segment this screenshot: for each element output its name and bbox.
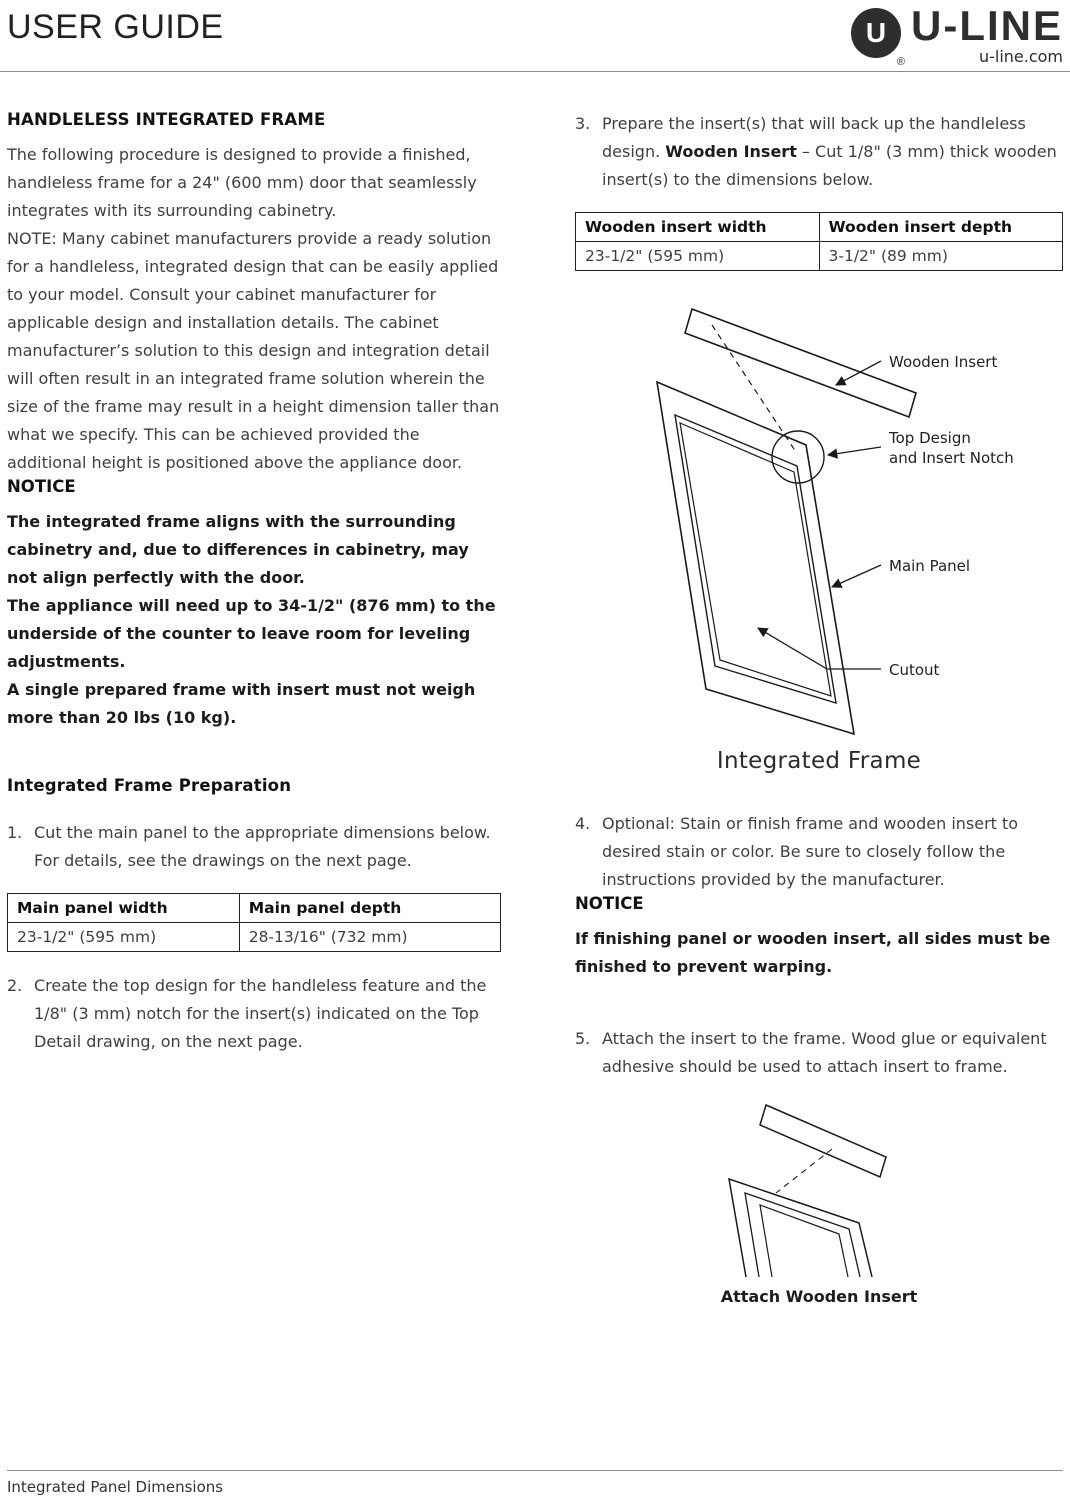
section-heading: HANDLELESS INTEGRATED FRAME (7, 110, 326, 129)
notice-paragraph-1: The integrated frame aligns with the surrounding cabinetry and, due to differences in cabinetry, may not align perfectly with the door. (7, 512, 469, 587)
step-5-number: 5. (575, 1029, 591, 1048)
attach-wooden-insert-diagram (714, 1097, 924, 1277)
notice-heading-left: NOTICE (7, 477, 76, 496)
cutout-label: Cutout (889, 661, 940, 679)
main-panel-table (7, 893, 501, 952)
integrated-frame-caption: Integrated Frame (716, 748, 922, 774)
uline-logo (851, 2, 1063, 68)
main-panel-depth-header: Main panel depth (239, 894, 500, 923)
step-3-number: 3. (575, 114, 591, 133)
step-3-text-part1: Prepare the insert(s) that will back up the handleless design. (602, 114, 1026, 161)
right-column (575, 110, 1063, 1306)
step-2-text: Create the top design for the handleless feature and the 1/8" (3 mm) notch for the insert(s) indicated on the Top Detail drawing, on the next page. (34, 976, 487, 1051)
step-1-text: Cut the main panel to the appropriate dimensions below. For details, see the drawings on the next page. (34, 823, 491, 870)
wooden-insert-shape-small (760, 1105, 886, 1177)
notice-paragraph-2: The appliance will need up to 34-1/2" (876 mm) to the underside of the counter to leave room for leveling adjustments. (7, 596, 496, 671)
wooden-insert-depth-header: Wooden insert depth (819, 213, 1063, 242)
footer-text: Integrated Panel Dimensions (7, 1478, 224, 1496)
uline-website-url: u-line.com (978, 47, 1063, 66)
main-panel-label: Main Panel (889, 557, 971, 575)
wooden-insert-shape (685, 309, 916, 417)
logo-letter: U (865, 17, 887, 48)
table-row (576, 242, 1063, 271)
attach-wooden-insert-caption: Attach Wooden Insert (720, 1287, 918, 1306)
logo-text-block (911, 2, 1063, 66)
step-5 (575, 1025, 1063, 1081)
wooden-insert-arrow (836, 361, 881, 385)
page-title: USER GUIDE (7, 8, 224, 46)
left-column (7, 110, 501, 1306)
wooden-insert-width-value: 23-1/2" (595 mm) (576, 242, 820, 271)
top-design-label-line1: Top Design (889, 429, 971, 447)
step-2 (7, 972, 501, 1056)
notice-paragraph-right: If finishing panel or wooden insert, all sides must be finished to prevent warping. (575, 929, 1051, 976)
cutout-arrow (758, 628, 881, 669)
step-5-text: Attach the insert to the frame. Wood glue or equivalent adhesive should be used to attach insert to frame. (602, 1029, 1047, 1076)
page-header (0, 0, 1070, 72)
notice-paragraph-3: A single prepared frame with insert must not weigh more than 20 lbs (10 kg). (7, 680, 476, 727)
insert-alignment-dashed-line-small (776, 1149, 832, 1193)
table-header-row (8, 894, 501, 923)
step-3 (575, 110, 1063, 194)
step-3-bold-term: Wooden Insert (665, 142, 797, 161)
step-2-number: 2. (7, 976, 23, 995)
prep-heading: Integrated Frame Preparation (7, 776, 292, 795)
notice-heading-right: NOTICE (575, 894, 644, 913)
page-footer (7, 1470, 1063, 1496)
note-paragraph: NOTE: Many cabinet manufacturers provide a ready solution for a handleless, integrated design that can be easily applied to your model. Consult your cabinet manufacturer for applicable design and installation details. The cabinet manufacturer’s solution to this design and integration detail will often result in an integrated frame solution wherein the size of the frame may result in a height dimension taller than what we specify. This can be achieved provided the additional height is positioned above the appliance door. (7, 229, 500, 472)
step-4-number: 4. (575, 814, 591, 833)
top-design-arrow (828, 447, 881, 455)
main-panel-width-header: Main panel width (8, 894, 240, 923)
uline-wordmark: U-LINE (911, 2, 1063, 49)
intro-paragraph: The following procedure is designed to provide a finished, handleless frame for a 24" (600 mm) door that seamlessly integrates with its surrounding cabinetry. (7, 145, 477, 220)
main-panel-arrow (832, 565, 881, 587)
step-3-text (602, 110, 1063, 194)
table-row (8, 923, 501, 952)
integrated-frame-diagram (584, 297, 1054, 742)
top-design-label-line2: and Insert Notch (889, 449, 1014, 467)
main-panel-width-value: 23-1/2" (595 mm) (8, 923, 240, 952)
registered-trademark-symbol: ® (896, 56, 905, 68)
main-panel-outline (657, 382, 854, 734)
step-4 (575, 810, 1063, 894)
uline-logo-mark-icon (851, 8, 905, 68)
wooden-insert-width-header: Wooden insert width (576, 213, 820, 242)
frame-cutout-partial (760, 1205, 848, 1277)
step-4-text: Optional: Stain or finish frame and wooden insert to desired stain or color. Be sure to closely follow the instructions provided by the manufacturer. (602, 814, 1019, 889)
step-3-text-part2: – Cut 1/8" (3 mm) thick wooden insert(s) to the dimensions below. (602, 142, 1057, 189)
wooden-insert-depth-value: 3-1/2" (89 mm) (819, 242, 1063, 271)
main-panel-depth-value: 28-13/16" (732 mm) (239, 923, 500, 952)
content-columns (0, 110, 1070, 1306)
wooden-insert-label: Wooden Insert (889, 353, 998, 371)
step-1-number: 1. (7, 823, 23, 842)
step-1 (7, 819, 501, 875)
table-header-row (576, 213, 1063, 242)
wooden-insert-table (575, 212, 1063, 271)
